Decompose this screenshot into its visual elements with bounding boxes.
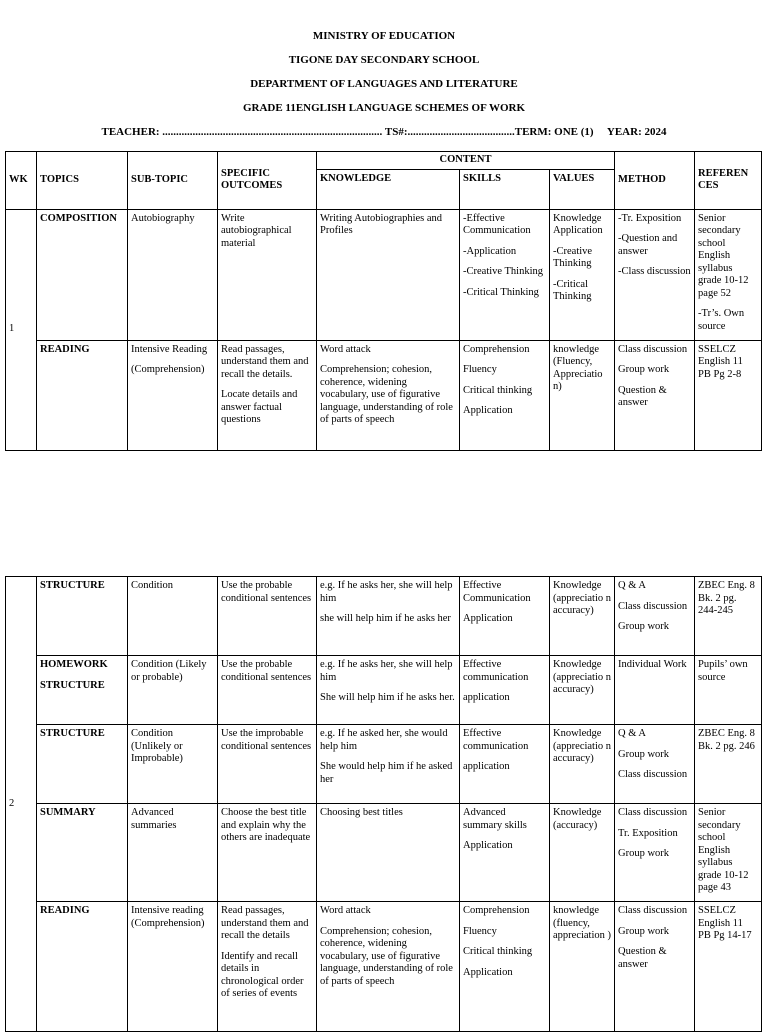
skills-text: Fluency: [463, 364, 497, 375]
method-text: Class discussion: [618, 905, 688, 916]
cell-skills: [460, 804, 550, 902]
skills-text: -Application: [463, 245, 517, 257]
subtopic-text: Autobiography: [131, 212, 195, 224]
cell-outcomes: [218, 804, 317, 902]
method-text: -Tr. Exposition: [618, 212, 682, 224]
skills-text: Application: [463, 613, 513, 624]
col-header-subtopic: SUB-TOPIC: [128, 152, 218, 210]
cell-references: [695, 209, 762, 340]
method-text: Class discussion: [618, 807, 688, 818]
skills-text: Fluency: [463, 925, 497, 937]
teacher-term-line: TEACHER: ................................................................................ TS#:.......................................TERM: ONE (1) YEAR: 2024: [101, 126, 667, 138]
cell-method: [615, 725, 695, 804]
cell-values: [550, 725, 615, 804]
col-header-values: VALUES: [550, 169, 615, 209]
skills-text: Application: [463, 840, 513, 851]
cell-method: [615, 804, 695, 902]
table-row: [6, 577, 762, 656]
cell-subtopic: [128, 725, 218, 804]
cell-topic: [37, 209, 128, 340]
method-text: Group work: [618, 925, 670, 937]
knowledge-text: Choosing best titles: [320, 807, 403, 818]
outcomes-text: Read passages, understand them and recall the details.: [221, 343, 309, 380]
col-header-outcomes: SPECIFIC OUTCOMES: [218, 152, 317, 210]
cell-topic: [37, 577, 128, 656]
cell-skills: [460, 577, 550, 656]
topic-text: HOMEWORK: [40, 659, 108, 670]
knowledge-text: Word attack: [320, 905, 371, 916]
scheme-table-week-2: [5, 576, 762, 1032]
col-header-references: REFEREN CES: [695, 152, 762, 210]
department-heading: DEPARTMENT OF LANGUAGES AND LITERATURE: [250, 78, 518, 90]
skills-text: Application: [463, 966, 513, 978]
cell-skills: [460, 902, 550, 1032]
values-text: -Critical Thinking: [553, 278, 592, 302]
cell-skills: [460, 209, 550, 340]
topic-text: SUMMARY: [40, 807, 96, 818]
method-text: Group work: [618, 621, 670, 632]
skills-text: application: [463, 761, 510, 772]
table-row: [6, 340, 762, 450]
cell-method: [615, 340, 695, 450]
references-text: SSELCZ English 11 PB Pg 14-17: [698, 905, 752, 941]
cell-subtopic: [128, 902, 218, 1032]
skills-text: -Critical Thinking: [463, 286, 539, 298]
cell-subtopic: [128, 656, 218, 725]
knowledge-text: Word attack: [320, 343, 371, 355]
skills-text: Critical thinking: [463, 384, 533, 396]
cell-references: [695, 577, 762, 656]
cell-knowledge: [317, 209, 460, 340]
knowledge-text: Comprehension; cohesion, coherence, widening vocabulary, use of figurative language, understanding of role of parts of speech: [320, 364, 453, 425]
cell-values: [550, 209, 615, 340]
topic-text: COMPOSITION: [40, 212, 118, 224]
values-text: Knowledge (accuracy): [553, 807, 602, 831]
values-text: knowledge (Fluency, Appreciatio n): [553, 343, 603, 392]
table-row: [6, 656, 762, 725]
knowledge-text: e.g. If he asks her, she will help him: [320, 580, 453, 604]
cell-references: [695, 804, 762, 902]
col-header-content: CONTENT: [317, 152, 615, 170]
col-header-wk: WK: [6, 152, 37, 210]
table-row: [6, 902, 762, 1032]
cell-method: [615, 656, 695, 725]
cell-values: [550, 656, 615, 725]
cell-subtopic: [128, 209, 218, 340]
topic-text: STRUCTURE: [40, 728, 105, 739]
topic-text: READING: [40, 343, 90, 355]
col-header-method: METHOD: [615, 152, 695, 210]
cell-topic: [37, 804, 128, 902]
cell-outcomes: [218, 725, 317, 804]
values-text: Knowledge Application: [553, 212, 603, 236]
outcomes-text: Use the probable conditional sentences: [221, 580, 312, 604]
cell-skills: [460, 725, 550, 804]
cell-subtopic: [128, 340, 218, 450]
method-text: Class discussion: [618, 600, 688, 612]
skills-text: Comprehension: [463, 905, 530, 916]
cell-references: [695, 656, 762, 725]
table-row: [6, 804, 762, 902]
cell-values: [550, 340, 615, 450]
cell-skills: [460, 656, 550, 725]
cell-method: [615, 209, 695, 340]
method-text: Class discussion: [618, 769, 688, 780]
skills-text: Effective communication: [463, 728, 529, 752]
outcomes-text: Choose the best title and explain why the others are inadequate: [221, 807, 311, 843]
values-text: -Creative Thinking: [553, 245, 593, 269]
cell-values: [550, 804, 615, 902]
skills-text: Application: [463, 405, 513, 416]
knowledge-text: Comprehension; cohesion, coherence, widening vocabulary, use of figurative language, understanding of role of parts of speech: [320, 925, 453, 987]
cell-outcomes: [218, 577, 317, 656]
outcomes-text: Identify and recall details in chronological order of series of events: [221, 950, 304, 999]
week-number: 2: [6, 577, 37, 1032]
subtopic-text: Condition: [131, 580, 174, 591]
values-text: Knowledge (appreciatio n accuracy): [553, 659, 612, 695]
outcomes-text: Use the improbable conditional sentences: [221, 728, 312, 752]
method-text: Question & answer: [618, 384, 667, 408]
cell-topic: [37, 656, 128, 725]
cell-knowledge: [317, 340, 460, 450]
col-header-skills: SKILLS: [460, 169, 550, 209]
cell-knowledge: [317, 804, 460, 902]
values-text: Knowledge (appreciatio n accuracy): [553, 728, 612, 764]
cell-knowledge: [317, 725, 460, 804]
method-text: Individual Work: [618, 659, 687, 670]
values-text: Knowledge (appreciatio n accuracy): [553, 580, 612, 616]
table-row: [6, 725, 762, 804]
method-text: Group work: [618, 848, 670, 859]
subtopic-text: Condition (Likely or probable): [131, 659, 207, 683]
week-number: 1: [6, 209, 37, 450]
knowledge-text: Writing Autobiographies and Profiles: [320, 212, 443, 236]
method-text: Group work: [618, 748, 670, 760]
skills-text: Effective Communication: [463, 580, 531, 604]
subtopic-text: (Comprehension): [131, 364, 205, 375]
method-text: Q & A: [618, 580, 647, 591]
references-text: Senior secondary school English syllabus grade 10-12 page 52: [698, 212, 749, 299]
outcomes-text: Write autobiographical material: [221, 212, 292, 249]
cell-references: [695, 725, 762, 804]
cell-outcomes: [218, 902, 317, 1032]
method-text: -Class discussion: [618, 266, 691, 277]
knowledge-text: she will help him if he asks her: [320, 613, 451, 624]
knowledge-text: e.g. If he asked her, she would help him: [320, 728, 448, 752]
cell-values: [550, 577, 615, 656]
references-text: SSELCZ English 11 PB Pg 2-8: [698, 343, 743, 380]
subtopic-text: Advanced summaries: [131, 807, 177, 831]
cell-references: [695, 340, 762, 450]
knowledge-text: She would help him if he asked her: [320, 761, 453, 785]
cell-skills: [460, 340, 550, 450]
cell-knowledge: [317, 656, 460, 725]
knowledge-text: e.g. If he asks her, she will help him: [320, 659, 453, 683]
cell-knowledge: [317, 902, 460, 1032]
skills-text: Effective communication: [463, 659, 529, 683]
values-text: knowledge (fluency, appreciation ): [553, 905, 612, 941]
references-text: Senior secondary school English syllabus grade 10-12 page 43: [698, 807, 749, 893]
skills-text: -Effective Communication: [463, 212, 531, 236]
col-header-topics: TOPICS: [37, 152, 128, 210]
cell-topic: [37, 725, 128, 804]
subtopic-text: Condition (Unlikely or Improbable): [131, 728, 183, 764]
references-text: -Tr’s. Own source: [698, 308, 745, 332]
method-text: Question & answer: [618, 946, 667, 970]
method-text: -Question and answer: [618, 233, 678, 257]
method-text: Group work: [618, 364, 670, 375]
cell-subtopic: [128, 577, 218, 656]
ministry-heading: MINISTRY OF EDUCATION: [312, 30, 456, 42]
cell-values: [550, 902, 615, 1032]
references-text: ZBEC Eng. 8 Bk. 2 pg. 246: [698, 728, 755, 752]
skills-text: -Creative Thinking: [463, 266, 543, 277]
topic-text: STRUCTURE: [40, 580, 105, 591]
cell-method: [615, 902, 695, 1032]
cell-knowledge: [317, 577, 460, 656]
cell-outcomes: [218, 209, 317, 340]
knowledge-text: She will help him if he asks her.: [320, 692, 455, 703]
subtopic-text: Intensive reading (Comprehension): [131, 905, 205, 929]
outcomes-text: Use the probable conditional sentences: [221, 659, 312, 683]
document-header: [0, 30, 768, 150]
subtopic-text: Intensive Reading: [131, 343, 208, 355]
cell-method: [615, 577, 695, 656]
cell-topic: [37, 902, 128, 1032]
references-text: ZBEC Eng. 8 Bk. 2 pg. 244-245: [698, 580, 755, 616]
cell-outcomes: [218, 656, 317, 725]
cell-references: [695, 902, 762, 1032]
skills-text: Critical thinking: [463, 946, 533, 957]
cell-outcomes: [218, 340, 317, 450]
skills-text: application: [463, 692, 510, 703]
skills-text: Comprehension: [463, 343, 530, 355]
outcomes-text: Locate details and answer factual questions: [221, 389, 298, 425]
cell-topic: [37, 340, 128, 450]
method-text: Class discussion: [618, 343, 688, 355]
col-header-knowledge: KNOWLEDGE: [317, 169, 460, 209]
school-heading: TIGONE DAY SECONDARY SCHOOL: [288, 54, 480, 66]
scheme-table-week-1: [5, 151, 762, 451]
topic-text: READING: [40, 905, 90, 916]
method-text: Tr. Exposition: [618, 827, 678, 839]
topic-text: STRUCTURE: [40, 679, 105, 691]
skills-text: Advanced summary skills: [463, 807, 527, 831]
outcomes-text: Read passages, understand them and recall the details: [221, 905, 309, 941]
table-row: [6, 209, 762, 340]
document-title: GRADE 11ENGLISH LANGUAGE SCHEMES OF WORK: [242, 102, 526, 114]
cell-subtopic: [128, 804, 218, 902]
method-text: Q & A: [618, 728, 647, 739]
references-text: Pupils’ own source: [698, 659, 748, 683]
